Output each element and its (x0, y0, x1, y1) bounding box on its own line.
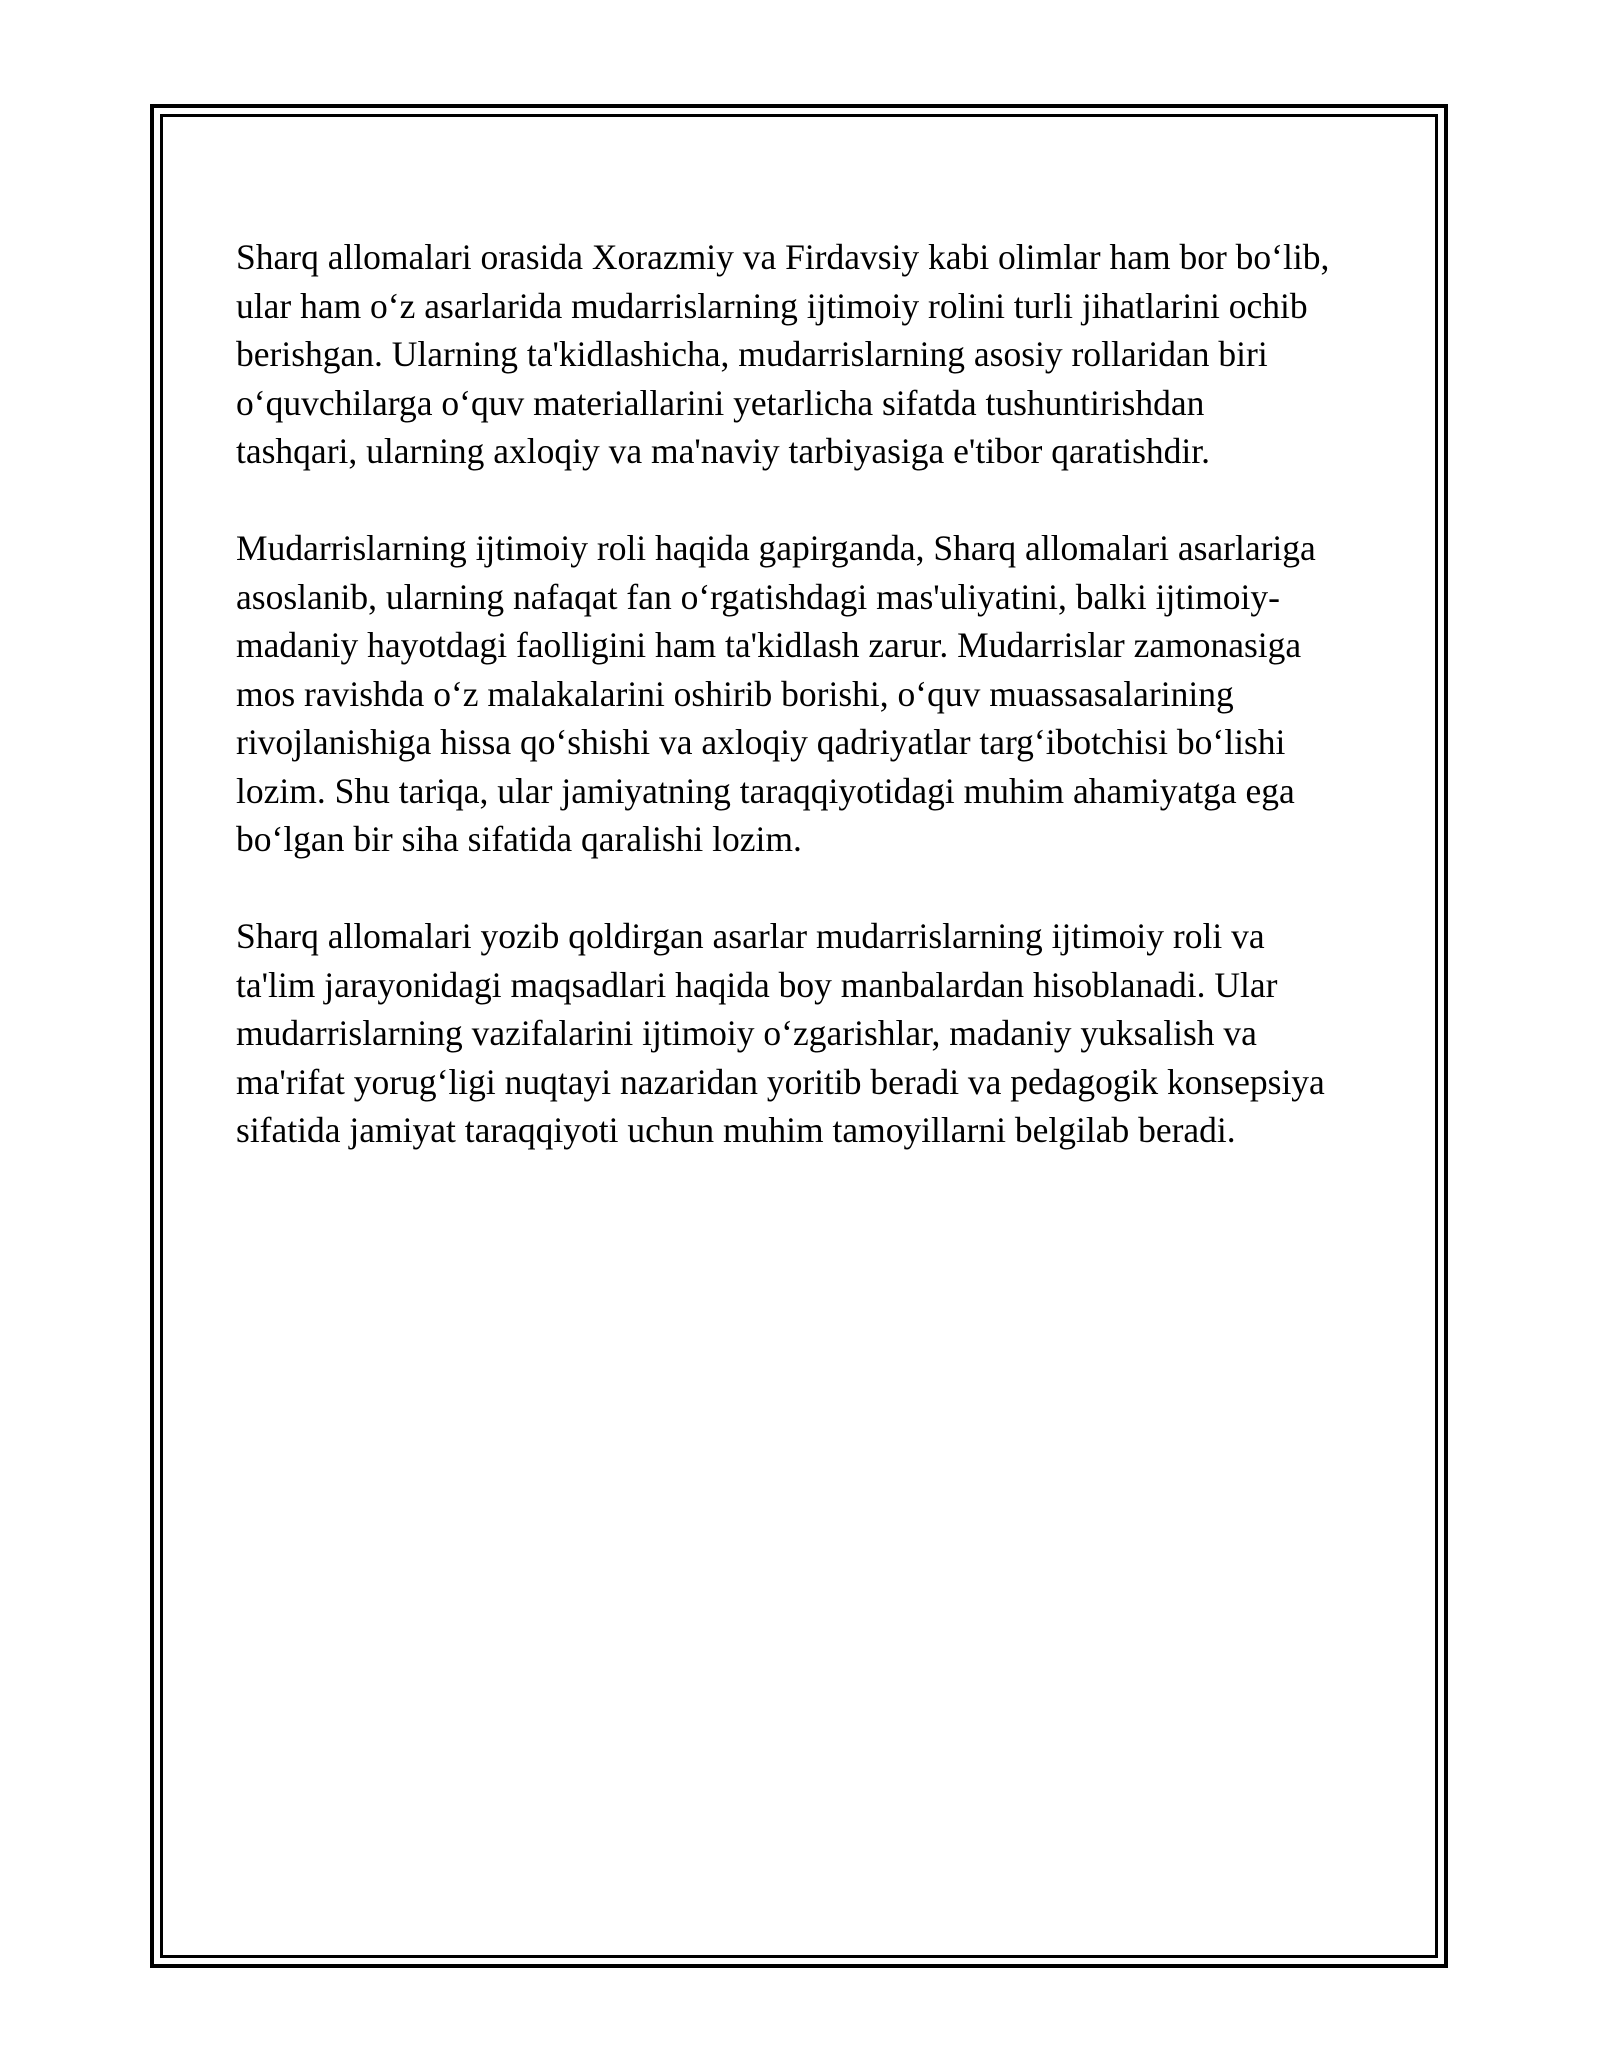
paragraph-line: Mudarrislarning ijtimoiy roli haqida gapirganda, Sharq allomalari asarlariga (236, 528, 1316, 568)
paragraph-line: sifatida jamiyat taraqqiyoti uchun muhim tamoyillarni belgilab beradi. (236, 1110, 1236, 1150)
paragraph-line: o‘quvchilarga o‘quv materiallarini yetarlicha sifatda tushuntirishdan (236, 382, 1205, 423)
paragraph-2 (236, 524, 1376, 864)
paragraph-1 (236, 233, 1376, 476)
paragraph-line: mudarrislarning vazifalarini ijtimoiy o‘zgarishlar, madaniy yuksalish va (236, 1013, 1257, 1053)
paragraph-line: bo‘lgan bir siha sifatida qaralishi lozim. (236, 819, 802, 859)
paragraph-line: ta'lim jarayonidagi maqsadlari haqida boy manbalardan hisoblanadi. Ular (236, 964, 1278, 1005)
paragraph-line: berishgan. Ularning ta'kidlashicha, mudarrislarning asosiy rollaridan biri (236, 334, 1268, 374)
paragraph-line: madaniy hayotdagi faolligini ham ta'kidlash zarur. Mudarrislar zamonasiga (236, 625, 1302, 665)
paragraph-line: tashqari, ularning axloqiy va ma'naviy tarbiyasiga e'tibor qaratishdir. (236, 431, 1210, 471)
paragraph-line: Sharq allomalari yozib qoldirgan asarlar mudarrislarning ijtimoiy roli va (236, 916, 1265, 956)
paragraph-3 (236, 912, 1376, 1155)
paragraph-line: rivojlanishiga hissa qo‘shishi va axloqiy qadriyatlar targ‘ibotchisi bo‘lishi (236, 722, 1286, 762)
paragraph-line: ma'rifat yorug‘ligi nuqtayi nazaridan yoritib beradi va pedagogik konsepsiya (236, 1061, 1325, 1102)
paragraph-line: ular ham o‘z asarlarida mudarrislarning ijtimoiy rolini turli jihatlarini ochib (236, 285, 1308, 326)
paragraph-line: asoslanib, ularning nafaqat fan o‘rgatishdagi mas'uliyatini, balki ijtimoiy- (236, 576, 1280, 617)
paragraph-line: Sharq allomalari orasida Xorazmiy va Firdavsiy kabi olimlar ham bor bo‘lib, (236, 237, 1330, 277)
paragraph-line: lozim. Shu tariqa, ular jamiyatning taraqqiyotidagi muhim ahamiyatga ega (236, 770, 1295, 811)
document-body (236, 233, 1376, 1203)
paragraph-line: mos ravishda o‘z malakalarini oshirib borishi, o‘quv muassasalarining (236, 673, 1234, 714)
